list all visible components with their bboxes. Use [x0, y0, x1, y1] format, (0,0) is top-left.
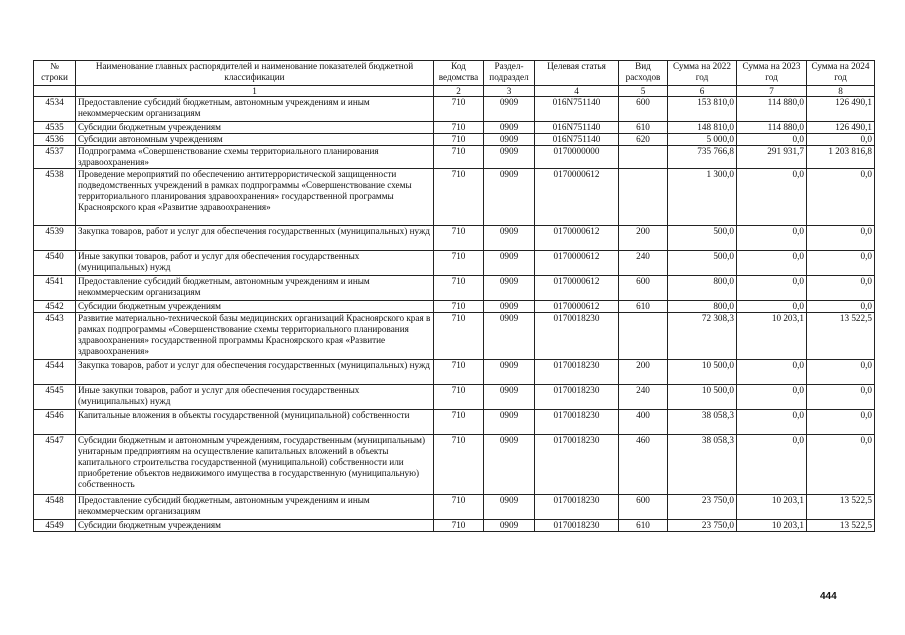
row-sum-2023: 10 203,1 — [737, 313, 807, 360]
row-section: 0909 — [484, 313, 535, 360]
page-number: 444 — [820, 591, 837, 602]
row-sum-2022: 500,0 — [668, 226, 737, 251]
row-dept-code: 710 — [434, 301, 484, 313]
column-number: 8 — [807, 86, 875, 97]
row-section: 0909 — [484, 97, 535, 122]
row-target: 0170018230 — [535, 385, 619, 410]
row-dept-code: 710 — [434, 122, 484, 134]
row-number: 4548 — [34, 495, 76, 520]
table-row — [34, 385, 875, 410]
row-section: 0909 — [484, 435, 535, 495]
row-sum-2024: 126 490,1 — [807, 122, 875, 134]
row-expense-type: 460 — [619, 435, 668, 495]
row-target: 0170018230 — [535, 520, 619, 532]
row-sum-2023: 10 203,1 — [737, 495, 807, 520]
row-number: 4545 — [34, 385, 76, 410]
row-sum-2023: 0,0 — [737, 276, 807, 301]
row-sum-2024: 126 490,1 — [807, 97, 875, 122]
table-header-row — [34, 61, 875, 86]
row-name: Субсидии бюджетным учреждениям — [76, 301, 434, 313]
row-target: 0170000612 — [535, 226, 619, 251]
row-sum-2024: 13 522,5 — [807, 495, 875, 520]
row-dept-code: 710 — [434, 385, 484, 410]
column-number: 2 — [434, 86, 484, 97]
row-expense-type: 200 — [619, 360, 668, 385]
column-number: 7 — [737, 86, 807, 97]
row-sum-2023: 114 880,0 — [737, 122, 807, 134]
row-number: 4543 — [34, 313, 76, 360]
row-name: Развитие материально-технической базы медицинских организаций Красноярского края в рамках подпрограммы «Совершенствование схемы территориального планирования здравоохранения» государственной программы Красноярского края «Развитие здравоохранения» — [76, 313, 434, 360]
row-expense-type — [619, 146, 668, 169]
row-sum-2024: 0,0 — [807, 276, 875, 301]
row-dept-code: 710 — [434, 520, 484, 532]
row-expense-type: 240 — [619, 385, 668, 410]
row-sum-2022: 72 308,3 — [668, 313, 737, 360]
row-name: Капитальные вложения в объекты государственной (муниципальной) собственности — [76, 410, 434, 435]
row-sum-2024: 0,0 — [807, 410, 875, 435]
row-expense-type: 600 — [619, 97, 668, 122]
row-target: 0170018230 — [535, 313, 619, 360]
row-sum-2023: 0,0 — [737, 251, 807, 276]
row-sum-2024: 13 522,5 — [807, 520, 875, 532]
row-dept-code: 710 — [434, 146, 484, 169]
row-sum-2022: 500,0 — [668, 251, 737, 276]
row-section: 0909 — [484, 276, 535, 301]
column-number: 1 — [76, 86, 434, 97]
row-section: 0909 — [484, 301, 535, 313]
row-number: 4536 — [34, 134, 76, 146]
table-row — [34, 410, 875, 435]
header-name: Наименование главных распорядителей и наименование показателей бюджетной классификации — [76, 61, 434, 86]
row-target: 016N751140 — [535, 97, 619, 122]
table-row — [34, 122, 875, 134]
row-name: Иные закупки товаров, работ и услуг для обеспечения государственных (муниципальных) нужд — [76, 251, 434, 276]
header-section: Раздел-подраздел — [484, 61, 535, 86]
row-name: Субсидии бюджетным учреждениям — [76, 122, 434, 134]
table-row — [34, 495, 875, 520]
row-sum-2022: 1 300,0 — [668, 169, 737, 226]
row-dept-code: 710 — [434, 410, 484, 435]
column-number — [34, 86, 76, 97]
row-number: 4549 — [34, 520, 76, 532]
row-section: 0909 — [484, 360, 535, 385]
row-number: 4535 — [34, 122, 76, 134]
row-sum-2024: 0,0 — [807, 226, 875, 251]
row-sum-2022: 148 810,0 — [668, 122, 737, 134]
row-sum-2022: 23 750,0 — [668, 520, 737, 532]
row-name: Субсидии бюджетным и автономным учреждениям, государственным (муниципальным) унитарным предприятиям на осуществление капитальных вложений в объекты капитального строительства государственной (муниципальной) собственности или приобретение объектов недвижимого имущества в государственную (муниципальную) собственность — [76, 435, 434, 495]
row-section: 0909 — [484, 146, 535, 169]
row-dept-code: 710 — [434, 276, 484, 301]
table-row — [34, 360, 875, 385]
row-sum-2023: 0,0 — [737, 410, 807, 435]
row-sum-2023: 0,0 — [737, 435, 807, 495]
row-sum-2022: 5 000,0 — [668, 134, 737, 146]
row-target: 0170000612 — [535, 276, 619, 301]
row-number: 4546 — [34, 410, 76, 435]
row-section: 0909 — [484, 122, 535, 134]
table-row — [34, 97, 875, 122]
header-sum-2023: Сумма на 2023 год — [737, 61, 807, 86]
row-section: 0909 — [484, 495, 535, 520]
row-number: 4541 — [34, 276, 76, 301]
table-row — [34, 313, 875, 360]
row-target: 0170018230 — [535, 410, 619, 435]
row-target: 0170018230 — [535, 495, 619, 520]
header-row-no: № строки — [34, 61, 76, 86]
header-sum-2024: Сумма на 2024 год — [807, 61, 875, 86]
row-section: 0909 — [484, 134, 535, 146]
row-name: Закупка товаров, работ и услуг для обеспечения государственных (муниципальных) нужд — [76, 226, 434, 251]
row-sum-2024: 0,0 — [807, 301, 875, 313]
row-sum-2023: 0,0 — [737, 301, 807, 313]
row-dept-code: 710 — [434, 226, 484, 251]
row-dept-code: 710 — [434, 251, 484, 276]
column-number: 6 — [668, 86, 737, 97]
row-target: 016N751140 — [535, 134, 619, 146]
row-dept-code: 710 — [434, 313, 484, 360]
table-row — [34, 301, 875, 313]
row-sum-2024: 0,0 — [807, 385, 875, 410]
row-target: 0170000612 — [535, 301, 619, 313]
row-sum-2024: 0,0 — [807, 360, 875, 385]
row-sum-2022: 38 058,3 — [668, 435, 737, 495]
row-name: Предоставление субсидий бюджетным, автономным учреждениям и иным некоммерческим организациям — [76, 276, 434, 301]
table-row — [34, 276, 875, 301]
row-name: Подпрограмма «Совершенствование схемы территориального планирования здравоохранения» — [76, 146, 434, 169]
row-sum-2024: 0,0 — [807, 435, 875, 495]
row-sum-2022: 10 500,0 — [668, 360, 737, 385]
row-sum-2023: 114 880,0 — [737, 97, 807, 122]
row-sum-2023: 0,0 — [737, 134, 807, 146]
row-number: 4542 — [34, 301, 76, 313]
table-row — [34, 134, 875, 146]
row-number: 4534 — [34, 97, 76, 122]
row-sum-2022: 153 810,0 — [668, 97, 737, 122]
row-expense-type: 610 — [619, 122, 668, 134]
row-name: Предоставление субсидий бюджетным, автономным учреждениям и иным некоммерческим организациям — [76, 97, 434, 122]
row-number: 4537 — [34, 146, 76, 169]
row-name: Иные закупки товаров, работ и услуг для обеспечения государственных (муниципальных) нужд — [76, 385, 434, 410]
row-sum-2022: 800,0 — [668, 276, 737, 301]
row-target: 016N751140 — [535, 122, 619, 134]
table-row — [34, 435, 875, 495]
row-number: 4539 — [34, 226, 76, 251]
row-dept-code: 710 — [434, 495, 484, 520]
row-expense-type: 240 — [619, 251, 668, 276]
row-sum-2023: 10 203,1 — [737, 520, 807, 532]
row-dept-code: 710 — [434, 169, 484, 226]
row-sum-2023: 0,0 — [737, 360, 807, 385]
row-expense-type: 200 — [619, 226, 668, 251]
row-number: 4540 — [34, 251, 76, 276]
row-section: 0909 — [484, 520, 535, 532]
header-target: Целевая статья — [535, 61, 619, 86]
column-number: 5 — [619, 86, 668, 97]
table-row — [34, 169, 875, 226]
row-expense-type: 610 — [619, 301, 668, 313]
row-target: 0170018230 — [535, 360, 619, 385]
row-target: 0170000000 — [535, 146, 619, 169]
row-dept-code: 710 — [434, 435, 484, 495]
row-section: 0909 — [484, 410, 535, 435]
row-sum-2022: 10 500,0 — [668, 385, 737, 410]
row-sum-2023: 0,0 — [737, 226, 807, 251]
row-sum-2024: 0,0 — [807, 169, 875, 226]
row-section: 0909 — [484, 226, 535, 251]
row-sum-2023: 291 931,7 — [737, 146, 807, 169]
row-expense-type: 600 — [619, 495, 668, 520]
table-row — [34, 520, 875, 532]
row-number: 4547 — [34, 435, 76, 495]
row-expense-type — [619, 169, 668, 226]
row-name: Предоставление субсидий бюджетным, автономным учреждениям и иным некоммерческим организациям — [76, 495, 434, 520]
row-sum-2022: 23 750,0 — [668, 495, 737, 520]
row-sum-2023: 0,0 — [737, 169, 807, 226]
budget-table — [33, 60, 875, 532]
row-name: Субсидии автономным учреждениям — [76, 134, 434, 146]
row-sum-2024: 13 522,5 — [807, 313, 875, 360]
table-row — [34, 251, 875, 276]
row-sum-2022: 38 058,3 — [668, 410, 737, 435]
header-expense-type: Вид расходов — [619, 61, 668, 86]
table-row — [34, 146, 875, 169]
row-sum-2024: 0,0 — [807, 134, 875, 146]
row-dept-code: 710 — [434, 134, 484, 146]
row-number: 4544 — [34, 360, 76, 385]
row-expense-type: 400 — [619, 410, 668, 435]
row-number: 4538 — [34, 169, 76, 226]
row-expense-type: 600 — [619, 276, 668, 301]
header-dept-code: Код ведомства — [434, 61, 484, 86]
row-section: 0909 — [484, 385, 535, 410]
column-number: 4 — [535, 86, 619, 97]
row-dept-code: 710 — [434, 97, 484, 122]
row-expense-type: 620 — [619, 134, 668, 146]
row-target: 0170000612 — [535, 169, 619, 226]
row-name: Закупка товаров, работ и услуг для обеспечения государственных (муниципальных) нужд — [76, 360, 434, 385]
row-dept-code: 710 — [434, 360, 484, 385]
column-number-row — [34, 86, 875, 97]
row-section: 0909 — [484, 251, 535, 276]
table-row — [34, 226, 875, 251]
row-sum-2024: 1 203 816,8 — [807, 146, 875, 169]
row-name: Проведение мероприятий по обеспечению антитеррористической защищенности подведомственных учреждений в рамках подпрограммы «Совершенствование схемы территориального планирования здравоохранения» государственной программы Красноярского края «Развитие здравоохранения» — [76, 169, 434, 226]
row-section: 0909 — [484, 169, 535, 226]
row-target: 0170000612 — [535, 251, 619, 276]
row-expense-type: 610 — [619, 520, 668, 532]
row-sum-2022: 800,0 — [668, 301, 737, 313]
column-number: 3 — [484, 86, 535, 97]
row-sum-2024: 0,0 — [807, 251, 875, 276]
row-target: 0170018230 — [535, 435, 619, 495]
header-sum-2022: Сумма на 2022 год — [668, 61, 737, 86]
row-sum-2023: 0,0 — [737, 385, 807, 410]
row-expense-type — [619, 313, 668, 360]
row-sum-2022: 735 766,8 — [668, 146, 737, 169]
row-name: Субсидии бюджетным учреждениям — [76, 520, 434, 532]
